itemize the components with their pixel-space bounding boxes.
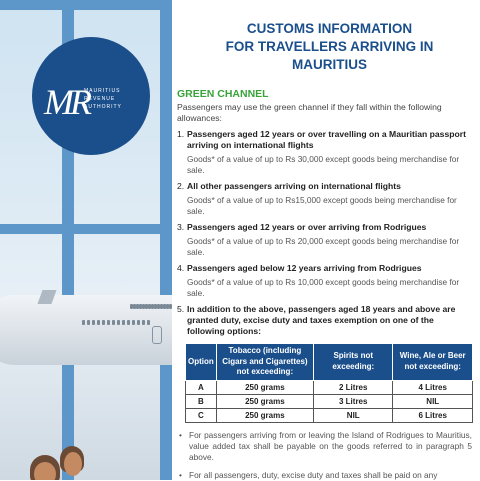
intro-text: Passengers may use the green channel if they fall within the following allowances:: [177, 102, 442, 123]
table-header-row: [186, 344, 473, 381]
title-line: CUSTOMS INFORMATION: [246, 21, 413, 36]
bullet-icon: •: [179, 469, 182, 480]
airplane-window: [132, 320, 135, 325]
airplane-window: [92, 320, 95, 325]
item-number: 1.: [177, 129, 185, 139]
airplane-window: [97, 320, 100, 325]
table-cell: 2 Litres: [314, 380, 393, 394]
airplane-window: [127, 320, 130, 325]
item-heading: In addition to the above, passengers aged 18 years and above are granted duty, excise duty and taxes exemption on one of the following options:: [187, 304, 456, 336]
item-detail: Goods* of a value of up to Rs 20,000 except goods being merchandise for sale.: [187, 236, 460, 257]
item-number: 3.: [177, 222, 185, 232]
table-cell: A: [186, 380, 217, 394]
bullet-text: For all passengers, duty, excise duty and taxes shall be paid on any: [189, 469, 438, 480]
table-cell: 4 Litres: [393, 380, 473, 394]
column-header: Tobacco (including Cigars and Cigarettes) not exceeding:: [216, 344, 313, 381]
logo-line: AUTHORITY: [84, 104, 122, 110]
table-cell: 3 Litres: [314, 394, 393, 408]
mra-logo: [32, 37, 150, 155]
airplane-window: [82, 320, 85, 325]
green-channel-heading: GREEN CHANNEL: [177, 88, 269, 100]
item-heading: All other passengers arriving on international flights: [187, 181, 401, 191]
item-detail: Goods* of a value of up to Rs 10,000 except goods being merchandise for sale.: [187, 277, 460, 298]
mra-logo-text: [84, 87, 122, 111]
airplane-window: [102, 320, 105, 325]
item-detail: Goods* of a value of up to Rs15,000 except goods being merchandise for sale.: [187, 195, 457, 216]
airplane-window: [142, 320, 145, 325]
table-row: [186, 380, 473, 394]
airplane-window: [137, 320, 140, 325]
allowance-item: [177, 263, 472, 299]
column-header: Spirits not exceeding:: [314, 344, 393, 381]
airplane-window: [117, 320, 120, 325]
table-cell: 250 grams: [216, 394, 313, 408]
airplane-window: [147, 320, 150, 325]
window-frame-vertical: [160, 0, 172, 480]
table-cell: 6 Litres: [393, 408, 473, 422]
traveller-figure: [34, 462, 56, 480]
item-heading: Passengers aged below 12 years arriving from Rodrigues: [187, 263, 422, 273]
allowance-item: [177, 304, 472, 337]
item-number: 2.: [177, 181, 185, 191]
table-cell: B: [186, 394, 217, 408]
allowance-item: [177, 222, 472, 258]
bullet-text: For passengers arriving from or leaving the Island of Rodrigues to Mauritius, value added tax shall be payable on the goods referred to in paragraph 5 above.: [189, 429, 472, 462]
table-cell: 250 grams: [216, 408, 313, 422]
airplane-window: [122, 320, 125, 325]
logo-line: MAURITIUS: [84, 88, 121, 94]
window-frame-horizontal: [0, 224, 172, 234]
item-detail: Goods* of a value of up to Rs 30,000 except goods being merchandise for sale.: [187, 154, 460, 175]
traveller-figure: [64, 452, 82, 476]
allowance-table: [185, 343, 473, 423]
item-number: 5.: [177, 304, 185, 314]
cover-photo: [0, 0, 172, 480]
mra-logo-mark: MR: [44, 82, 88, 122]
logo-line: REVENUE: [84, 96, 116, 102]
allowance-item: [177, 181, 472, 217]
airplane-window: [87, 320, 90, 325]
bullet-note: [177, 470, 472, 481]
airplane-door: [152, 326, 162, 344]
item-heading: Passengers aged 12 years or over travelling on a Mauritian passport arriving on international flights: [187, 129, 466, 150]
table-cell: NIL: [314, 408, 393, 422]
table-cell: C: [186, 408, 217, 422]
item-number: 4.: [177, 263, 185, 273]
bullet-note: [177, 430, 472, 463]
bullet-icon: •: [179, 429, 182, 440]
window-frame-horizontal: [0, 0, 172, 10]
item-heading: Passengers aged 12 years or over arriving from Rodrigues: [187, 222, 427, 232]
table-row: [186, 408, 473, 422]
table-row: [186, 394, 473, 408]
table-cell: NIL: [393, 394, 473, 408]
table-cell: 250 grams: [216, 380, 313, 394]
title-line: FOR TRAVELLERS ARRIVING IN MAURITIUS: [225, 39, 434, 72]
allowance-item: [177, 129, 472, 176]
content-column: [172, 0, 480, 480]
page-title: [187, 20, 472, 74]
column-header: Option: [186, 344, 217, 381]
column-header: Wine, Ale or Beer not exceeding:: [393, 344, 473, 381]
airplane-window: [107, 320, 110, 325]
airplane-window: [112, 320, 115, 325]
